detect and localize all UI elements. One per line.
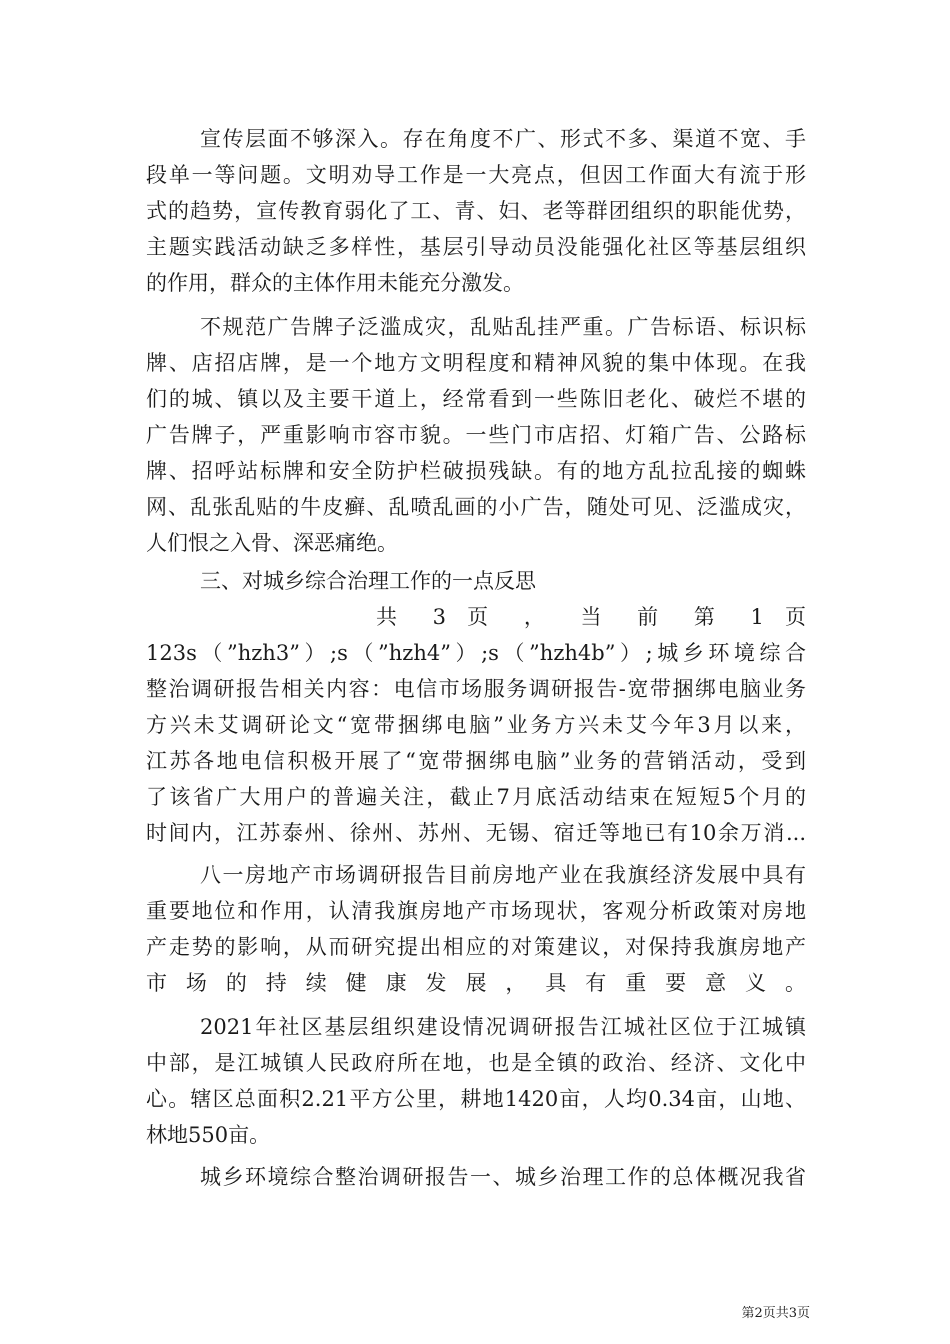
text-line: 产走势的影响，从而研究提出相应的对策建议，对保持我旗房地产 bbox=[146, 935, 806, 959]
text-line: 时间内，江苏泰州、徐州、苏州、无锡、宿迁等地已有10余万消... bbox=[146, 821, 806, 845]
text-line: 市场的持续健康发展，具有重要意义。 bbox=[146, 971, 806, 995]
text-line: 式的趋势，宣传教育弱化了工、青、妇、老等群团组织的职能优势， bbox=[146, 199, 806, 223]
text-line: 林地550亩。 bbox=[146, 1123, 271, 1147]
text-line: 人们恨之入骨、深恶痛绝。 bbox=[146, 531, 398, 555]
text-line: 主题实践活动缺乏多样性，基层引导动员没能强化社区等基层组织 bbox=[146, 235, 806, 259]
text-line: 们的城、镇以及主要干道上，经常看到一些陈旧老化、破烂不堪的 bbox=[146, 387, 806, 411]
text-line: 城乡环境综合整治调研报告一、城乡治理工作的总体概况我省 bbox=[200, 1165, 806, 1189]
text-line: 整治调研报告相关内容：电信市场服务调研报告-宽带捆绑电脑业务 bbox=[146, 677, 806, 701]
text-line: 牌、招呼站标牌和安全防护栏破损残缺。有的地方乱拉乱接的蜘蛛 bbox=[146, 459, 806, 483]
text-line: 了该省广大用户的普遍关注，截止7月底活动结束在短短5个月的 bbox=[146, 785, 806, 809]
text-line: 江苏各地电信积极开展了“宽带捆绑电脑”业务的营销活动，受到 bbox=[146, 749, 806, 773]
text-line: 2021年社区基层组织建设情况调研报告江城社区位于江城镇 bbox=[200, 1015, 806, 1039]
text-line: 不规范广告牌子泛滥成灾，乱贴乱挂严重。广告标语、标识标 bbox=[200, 315, 806, 339]
text-line: 中部，是江城镇人民政府所在地，也是全镇的政治、经济、文化中 bbox=[146, 1051, 806, 1075]
text-line: 123s（”hzh3”）;s（”hzh4”）;s（”hzh4b”）;城乡环境综合 bbox=[146, 641, 806, 665]
page-footer: 第2页共3页 bbox=[741, 1306, 810, 1321]
text-line: 广告牌子，严重影响市容市貌。一些门市店招、灯箱广告、公路标 bbox=[146, 423, 806, 447]
text-line: 心。辖区总面积2.21平方公里，耕地1420亩，人均0.34亩，山地、 bbox=[146, 1087, 806, 1111]
text-line: 段单一等问题。文明劝导工作是一大亮点，但因工作面大有流于形 bbox=[146, 163, 806, 187]
text-line: 重要地位和作用，认清我旗房地产市场现状，客观分析政策对房地 bbox=[146, 899, 806, 923]
text-line: 牌、店招店牌，是一个地方文明程度和精神风貌的集中体现。在我 bbox=[146, 351, 806, 375]
text-line: 八一房地产市场调研报告目前房地产业在我旗经济发展中具有 bbox=[200, 863, 806, 887]
text-line: 方兴未艾调研论文“宽带捆绑电脑”业务方兴未艾今年3月以来， bbox=[146, 713, 806, 737]
page-indicator: 共 3 页 ， 当 前 第 1 页 bbox=[376, 605, 806, 629]
text-line: 网、乱张乱贴的牛皮癣、乱喷乱画的小广告，随处可见、泛滥成灾， bbox=[146, 495, 806, 519]
text-line: 宣传层面不够深入。存在角度不广、形式不多、渠道不宽、手 bbox=[200, 127, 806, 151]
section-heading: 三、对城乡综合治理工作的一点反思 bbox=[200, 569, 536, 593]
text-line: 的作用，群众的主体作用未能充分激发。 bbox=[146, 271, 524, 295]
